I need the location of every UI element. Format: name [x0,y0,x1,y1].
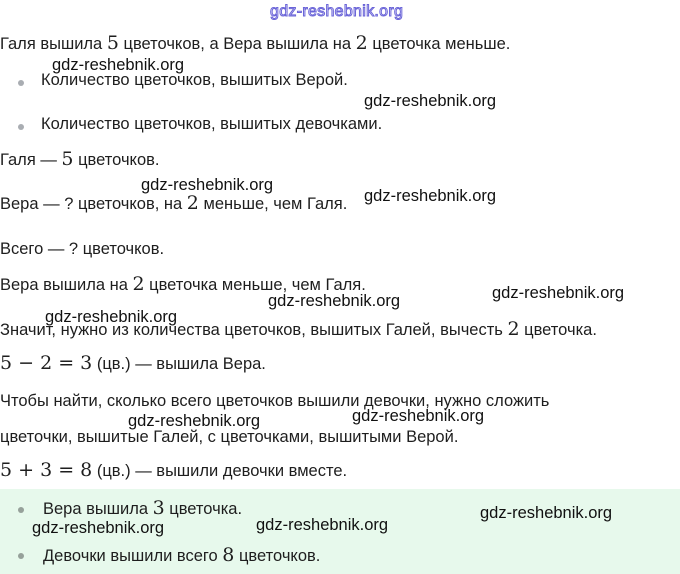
text-segment: цветочка меньше, чем Галя. [144,276,366,294]
text-segment: цветочков. [234,547,321,565]
text-segment: меньше, чем Галя. [198,195,348,213]
number: 5 [106,32,119,54]
text-segment: цветочка. [519,321,597,339]
number: 2 [355,32,368,54]
answer-item [43,544,320,567]
answer-item [43,497,242,520]
text-segment: цветочка. [164,500,243,518]
watermark: gdz-reshebnik.org [141,176,274,194]
watermark: gdz-reshebnik.org [52,56,185,74]
number: 2 [186,192,199,214]
text-segment: Значит, нужно из количества цветочков, вышитых Галей, вычесть [0,321,508,339]
bullet-dot [18,80,24,86]
text-segment: Вера вышила на [0,276,133,294]
problem-statement [0,32,510,55]
equation-subtraction [0,352,266,375]
bullet-dot [18,553,24,559]
watermark: gdz-reshebnik.org [364,187,497,205]
watermark: gdz-reshebnik.org [492,284,625,302]
math-expression: 5 − 2 = 3 [0,352,93,374]
explanation-line: цветочки, вышитые Галей, с цветочками, вышитыми Верой. [0,428,459,446]
number: 2 [132,273,145,295]
text-segment: (цв.) — вышили девочки вместе. [92,462,348,480]
text-segment: цветочков, а Вера вышила на [118,35,356,53]
text-segment: Галя — [0,151,62,169]
condition-total: Всего — ? цветочков. [0,240,165,258]
text-segment: Галя вышила [0,35,107,53]
bullet-dot [18,124,24,130]
question-item: Количество цветочков, вышитых Верой. [41,71,348,89]
text-segment: Вера вышила [43,500,153,518]
number: 5 [61,148,74,170]
condition-vera [0,192,347,215]
watermark: gdz-reshebnik.org [256,516,389,534]
watermark: gdz-reshebnik.org [364,92,497,110]
condition-galya [0,148,159,171]
equation-addition [0,459,347,482]
math-expression: 5 + 3 = 8 [0,459,93,481]
explanation-line: Чтобы найти, сколько всего цветочков вышили девочки, нужно сложить [0,392,550,410]
text-segment: Девочки вышили всего [43,547,223,565]
watermark: gdz-reshebnik.org [480,504,613,522]
text-segment: цветочка меньше. [367,35,511,53]
header-watermark: gdz-reshebnik.org [270,3,404,20]
watermark: gdz-reshebnik.org [352,407,485,425]
watermark: gdz-reshebnik.org [45,308,178,326]
watermark: gdz-reshebnik.org [32,519,165,537]
text-segment: (цв.) — вышила Вера. [92,355,266,373]
text-segment: Вера — ? цветочков, на [0,195,187,213]
watermark: gdz-reshebnik.org [128,412,261,430]
bullet-dot [18,507,24,513]
question-item: Количество цветочков, вышитых девочками. [41,115,383,133]
number: 3 [152,497,165,519]
text-segment: цветочков. [73,151,160,169]
number: 2 [507,318,520,340]
number: 8 [222,544,235,566]
watermark: gdz-reshebnik.org [268,292,401,310]
